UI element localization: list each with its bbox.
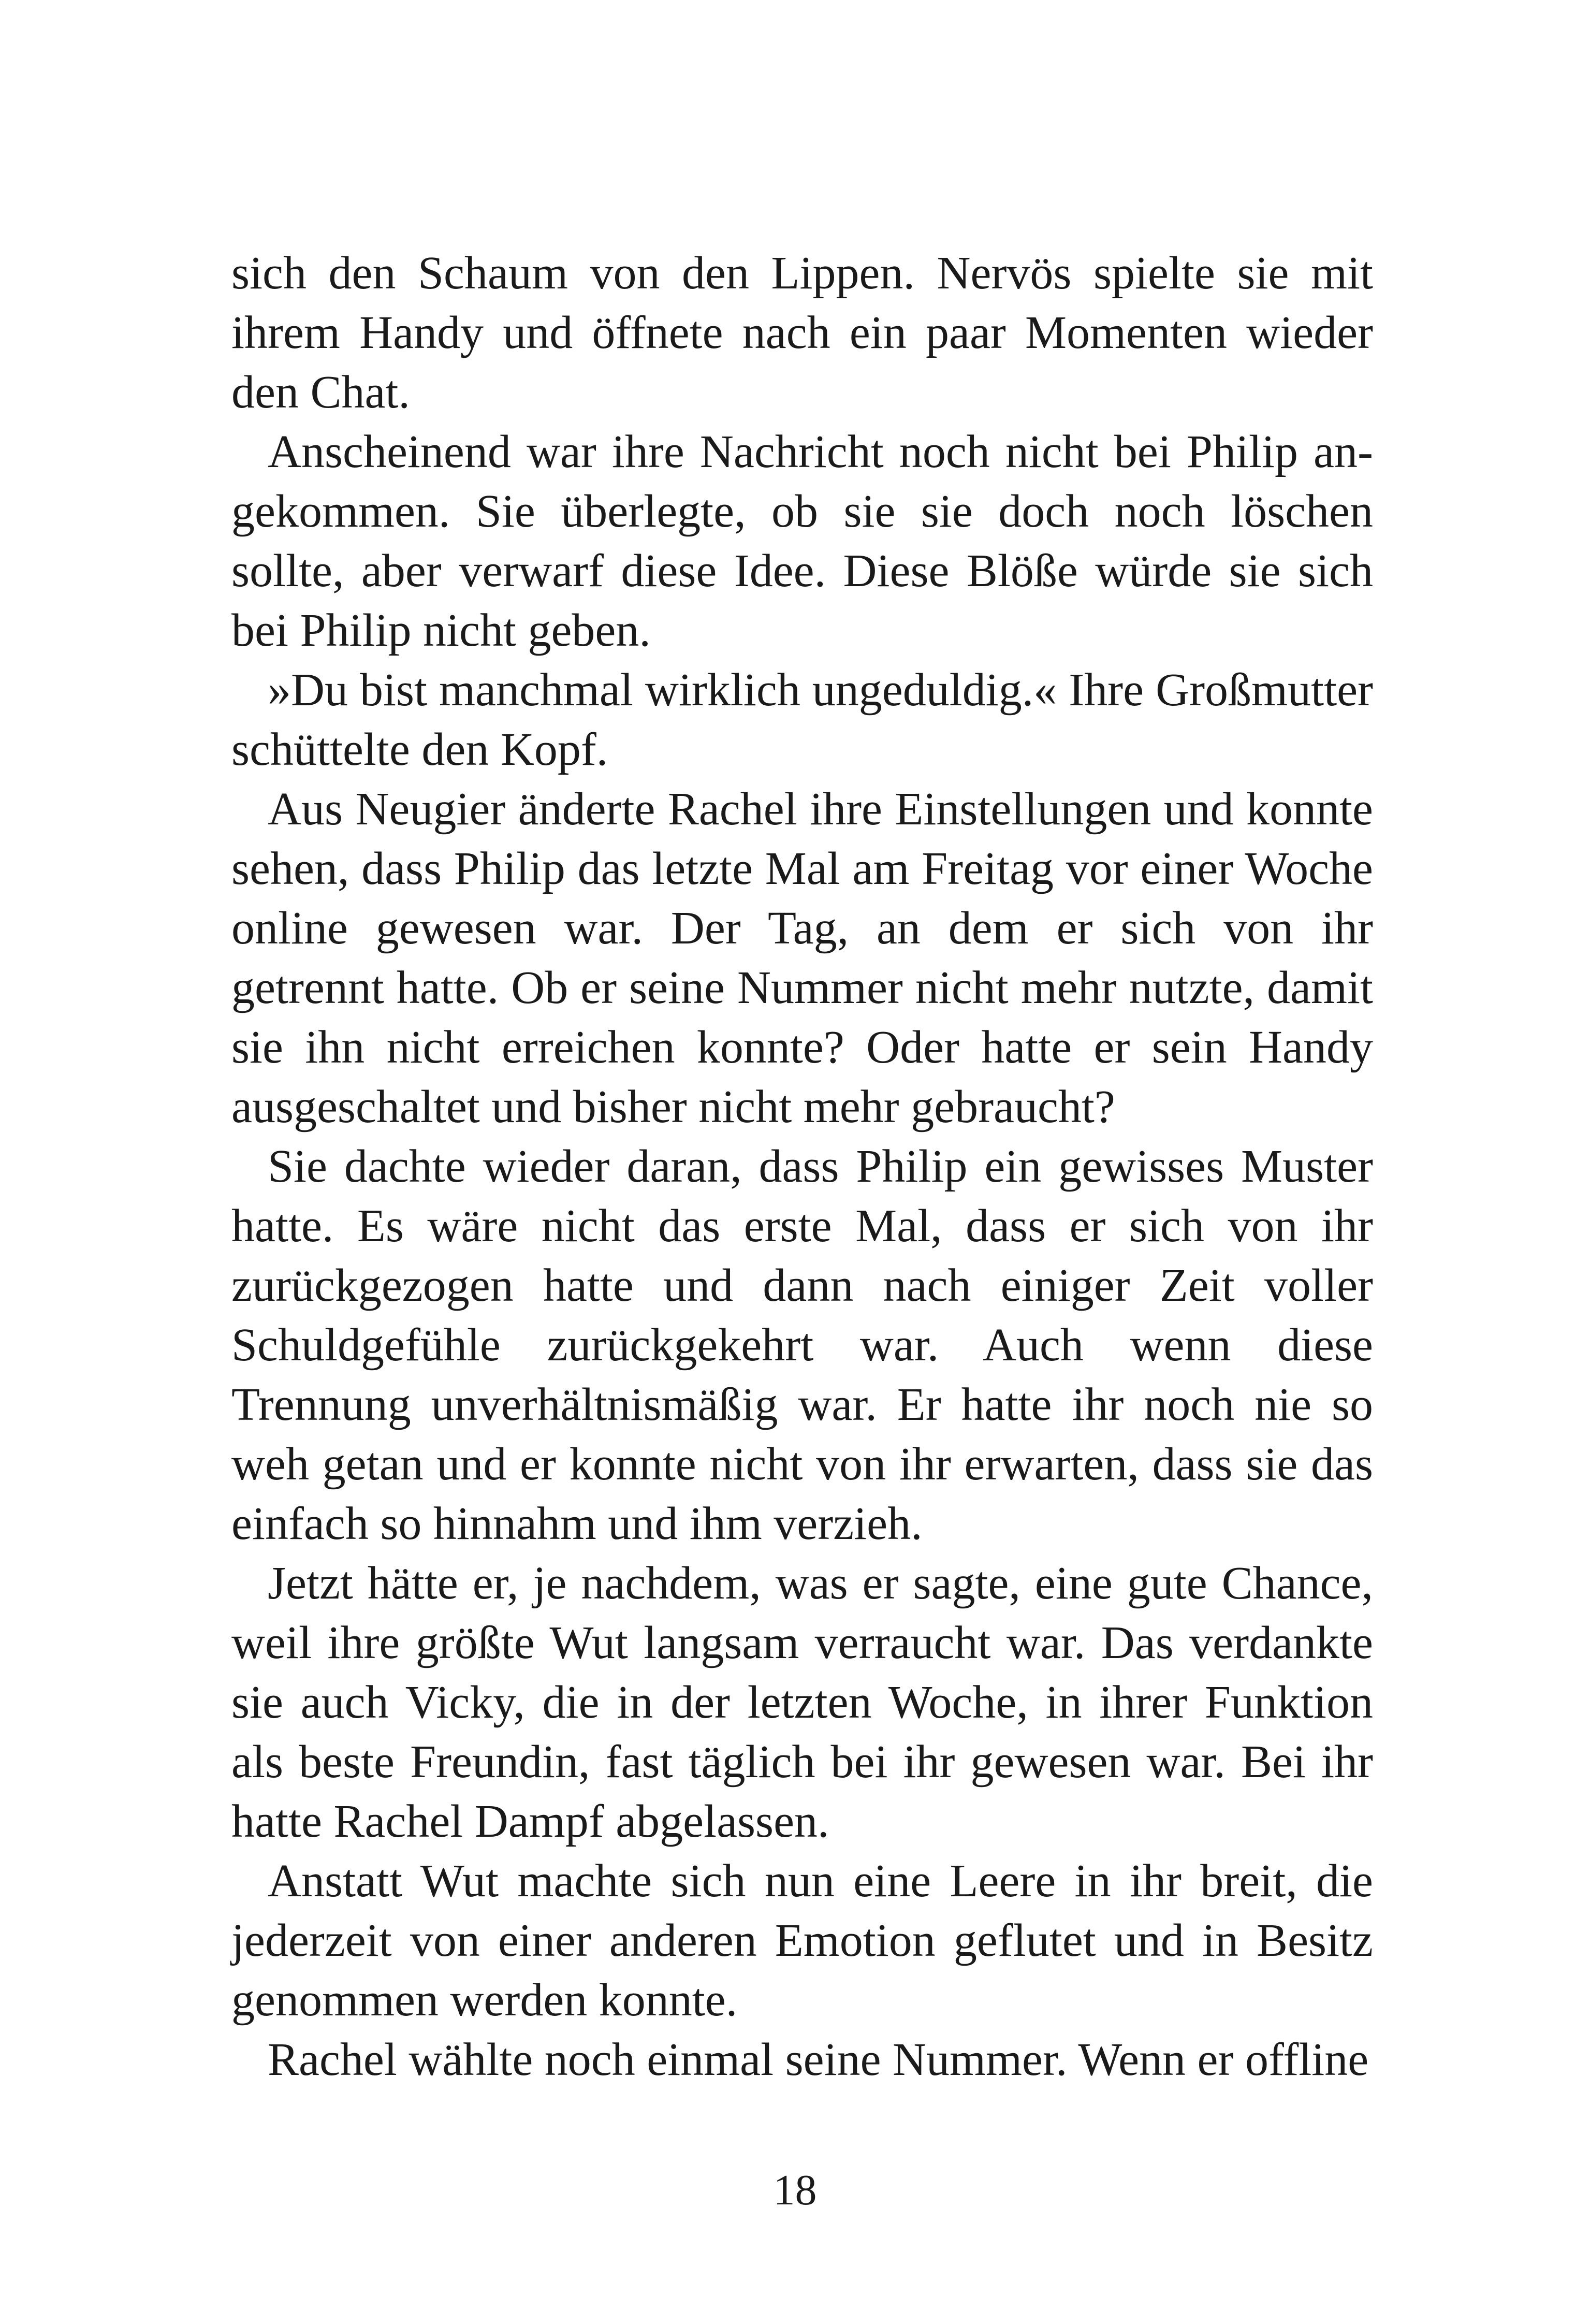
paragraph: Aus Neugier änderte Rachel ihre Einstellungen und konnte sehen, dass Philip das letzte Mal am Freitag vor einer Woche online gewesen war. Der Tag, an dem er sich von ihr getrennt hatte. Ob er seine Nummer nicht mehr nutzte, damit sie ihn nicht erreichen konnte? Oder hatte er sein Handy ausgeschaltet und bisher nicht mehr gebraucht? xyxy=(231,783,1373,1132)
paragraph: Jetzt hätte er, je nachdem, was er sagte, eine gute Chance, weil ihre größte Wut langsam verraucht war. Das verdankte sie auch Vicky, die in der letzten Woche, in ihrer Funktion als beste Freundin, fast täglich bei ihr gewesen war. Bei ihr hatte Rachel Dampf abgelassen. xyxy=(231,1558,1373,1847)
paragraph: Anscheinend war ihre Nachricht noch nicht bei Philip angekommen. Sie überlegte, ob sie sie doch noch löschen sollte, aber verwarf diese Idee. Diese Blöße würde sie sich bei Philip nicht geben. xyxy=(231,426,1373,656)
body-text xyxy=(231,243,1373,2089)
page-number: 18 xyxy=(773,2166,817,2214)
paragraph: sich den Schaum von den Lippen. Nervös spielte sie mit ihrem Handy und öffnete nach ein paar Momenten wieder den Chat. xyxy=(231,248,1373,418)
paragraph: Rachel wählte noch einmal seine Nummer. Wenn er offline xyxy=(268,2034,1369,2085)
paragraph: Anstatt Wut machte sich nun eine Leere in ihr breit, die jederzeit von einer anderen Emotion geflutet und in Besitz genommen werden konnte. xyxy=(231,1855,1373,2026)
paragraph: Sie dachte wieder daran, dass Philip ein gewisses Muster hatte. Es wäre nicht das erste Mal, dass er sich von ihr zurückgezogen hatte und dann nach einiger Zeit voller Schuldgefühle zurückgekehrt war. Auch wenn diese Trennung unverhältnismäßig war. Er hatte ihr noch nie so weh getan und er konnte nicht von ihr erwarten, dass sie das einfach so hinnahm und ihm verzieh. xyxy=(231,1141,1373,1549)
paragraph: »Du bist manchmal wirklich ungeduldig.« Ihre Großmutter schüttelte den Kopf. xyxy=(231,664,1373,775)
